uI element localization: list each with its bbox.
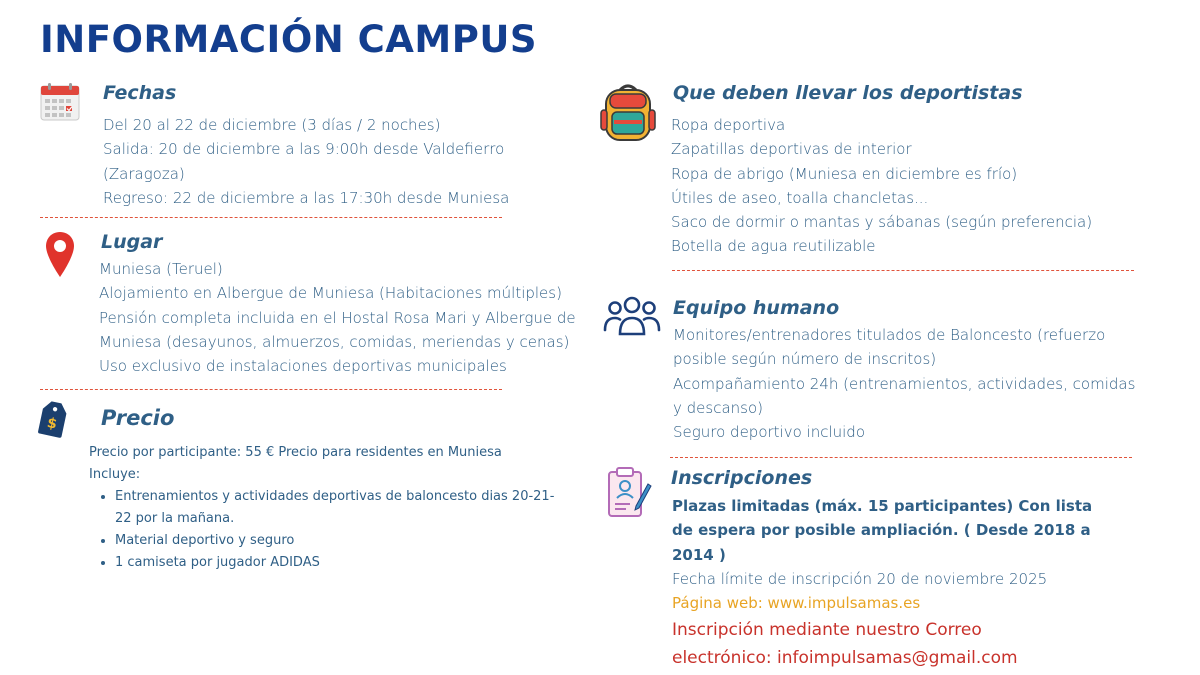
plazas-line: de espera por posible ampliación. ( Desde 2018 a: [672, 521, 1091, 540]
llevar-line: Útiles de aseo, toalla chancletas...: [671, 188, 929, 207]
separator: [672, 270, 1134, 271]
precio-block: [89, 442, 559, 574]
equipo-heading: Equipo humano: [673, 297, 840, 319]
inscripciones-deadline: Fecha límite de inscripción 20 de noviembre 2025: [672, 570, 1048, 588]
precio-list: [89, 486, 559, 574]
lugar-line: Pensión completa incluida en el Hostal Rosa Mari y Albergue de: [99, 308, 576, 327]
separator: [40, 217, 502, 218]
page-title: INFORMACIÓN CAMPUS: [40, 18, 538, 61]
price-tag-icon: [38, 400, 68, 438]
list-item: • Material deportivo y seguro: [115, 530, 559, 552]
equipo-lines: [673, 323, 1135, 444]
fechas-heading: Fechas: [103, 82, 177, 104]
fechas-line: Del 20 al 22 de diciembre (3 días / 2 noches): [103, 116, 441, 134]
inscripciones-heading: Inscripciones: [671, 467, 813, 489]
equipo-line: y descanso): [673, 398, 763, 417]
svg-text:$: $: [45, 415, 59, 433]
email-link[interactable]: electrónico: infoimpulsamas@gmail.com: [672, 648, 1018, 668]
fechas-line: Regreso: 22 de diciembre a las 17:30h desde Muniesa: [103, 188, 510, 207]
equipo-line: Acompañamiento 24h (entrenamientos, actividades, comidas: [673, 374, 1136, 393]
calendar-icon: [40, 82, 80, 122]
list-item: • Entrenamientos y actividades deportivas de baloncesto dias 20-21-22 por la mañana.: [115, 486, 559, 530]
equipo-line: Seguro deportivo incluido: [673, 423, 865, 442]
email-contact: [672, 616, 1018, 672]
llevar-lines: [671, 113, 1092, 259]
equipo-line: Monitores/entrenadores titulados de Baloncesto (refuerzo: [673, 326, 1106, 344]
lugar-line: Muniesa (Teruel): [99, 260, 223, 278]
llevar-line: Botella de agua reutilizable: [671, 237, 876, 256]
fechas-lines: [103, 113, 509, 210]
separator: [40, 389, 502, 390]
plazas-line: Plazas limitadas (máx. 15 participantes) Con lista: [672, 497, 1093, 515]
plazas-line: 2014 ): [672, 545, 726, 564]
llevar-line: Ropa deportiva: [671, 116, 786, 134]
precio-includes: Incluye:: [89, 467, 141, 482]
fechas-line: (Zaragoza): [103, 164, 185, 183]
lugar-line: Uso exclusivo de instalaciones deportivas municipales: [99, 357, 507, 376]
fechas-line: Salida: 20 de diciembre a las 9:00h desde Valdefierro: [103, 140, 505, 159]
backpack-icon: [600, 82, 656, 144]
web-link[interactable]: Página web: www.impulsamas.es: [672, 594, 921, 612]
equipo-line: posible según número de inscritos): [673, 350, 937, 369]
lugar-line: Alojamiento en Albergue de Muniesa (Habitaciones múltiples): [99, 284, 562, 303]
list-item: • 1 camiseta por jugador ADIDAS: [115, 552, 559, 574]
llevar-heading: Que deben llevar los deportistas: [673, 82, 1023, 104]
lugar-heading: Lugar: [101, 231, 163, 253]
llevar-line: Saco de dormir o mantas y sábanas (según preferencia): [671, 213, 1093, 232]
separator: [670, 457, 1132, 458]
inscripciones-plazas: [672, 494, 1092, 567]
location-pin-icon: [44, 230, 76, 280]
lugar-line: Muniesa (desayunos, almuerzos, comidas, meriendas y cenas): [99, 332, 570, 351]
email-line: Inscripción mediante nuestro Correo: [672, 620, 982, 640]
llevar-line: Ropa de abrigo (Muniesa en diciembre es frío): [671, 164, 1018, 183]
llevar-line: Zapatillas deportivas de interior: [671, 140, 912, 159]
team-icon: [603, 294, 661, 338]
lugar-lines: [99, 257, 576, 378]
clipboard-icon: [606, 466, 652, 520]
precio-line: Precio por participante: 55 € Precio para residentes en Muniesa: [89, 445, 502, 460]
precio-heading: Precio: [101, 406, 175, 430]
